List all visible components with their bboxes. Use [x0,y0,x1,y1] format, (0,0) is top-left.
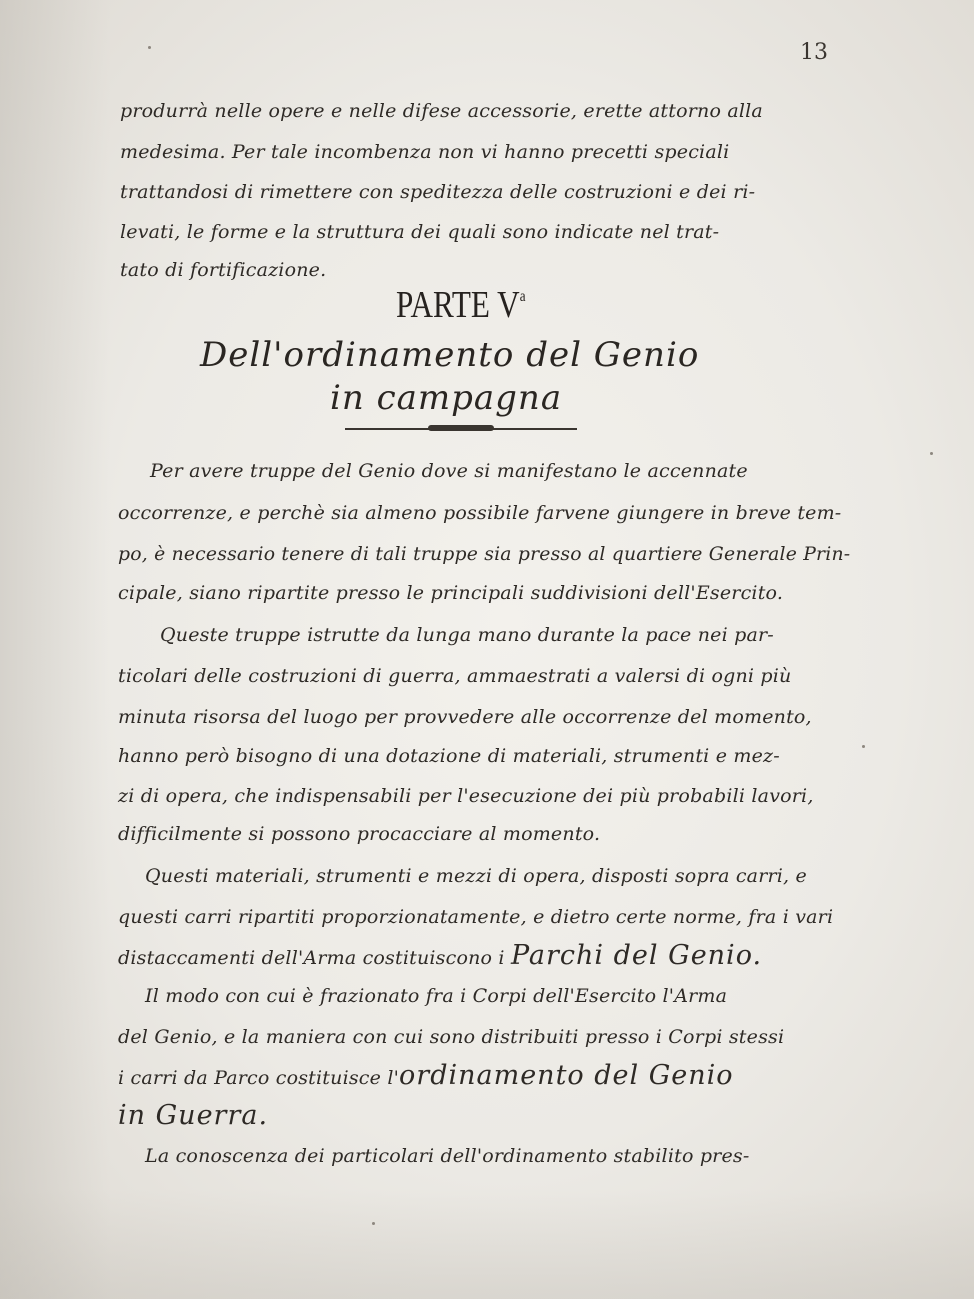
text-line: produrrà nelle opere e nelle difese accessorie, erette attorno alla [120,100,763,122]
text-line: medesima. Per tale incombenza non vi hanno precetti speciali [120,141,730,163]
text-line: del Genio, e la maniera con cui sono distribuiti presso i Corpi stessi [118,1026,785,1048]
emphasis-in-guerra: in Guerra. [118,1100,269,1131]
paper-speck [372,1222,375,1225]
section-title-line2: in campagna [330,378,563,418]
text-line: hanno però bisogno di una dotazione di materiali, strumenti e mez- [118,745,780,767]
text-line: ticolari delle costruzioni di guerra, ammaestrati a valersi di ogni più [118,665,792,687]
paper-speck [148,46,151,49]
page-shadow-bottom [0,1189,974,1299]
text-line: minuta risorsa del luogo per provvedere alle occorrenze del momento, [118,706,812,728]
text-line: Questi materiali, strumenti e mezzi di opera, disposti sopra carri, e [145,865,807,887]
page-shadow-left [0,0,110,1299]
emphasis-ordinamento: ordinamento del Genio [399,1060,734,1091]
text-line: occorrenze, e perchè sia almeno possibile farvene giungere in breve tem- [118,502,842,524]
text-line: Il modo con cui è frazionato fra i Corpi dell'Esercito l'Arma [145,985,728,1007]
text-line: Queste truppe istrutte da lunga mano durante la pace nei par- [160,624,774,646]
part-heading-text: PARTE V [396,284,520,326]
text-line: cipale, siano ripartite presso le principali suddivisioni dell'Esercito. [118,582,784,604]
text-line: trattandosi di rimettere con speditezza delle costruzioni e dei ri- [120,181,756,203]
part-heading [396,283,526,327]
text-line: levati, le forme e la struttura dei quali sono indicate nel trat- [120,221,720,243]
emphasis-parchi-del-genio: Parchi del Genio. [510,940,763,971]
text-line: difficilmente si possono procacciare al momento. [118,823,601,845]
title-divider-ornament [428,425,494,431]
text-fragment: i carri da Parco costituisce l' [118,1067,400,1089]
paper-speck [930,452,933,455]
part-heading-superscript: a [519,288,526,305]
text-line-with-emphasis [118,1060,734,1091]
text-line-with-emphasis [118,940,762,971]
text-line: tato di fortificazione. [120,259,327,281]
text-line: Per avere truppe del Genio dove si manifestano le accennate [150,460,748,482]
text-line: questi carri ripartiti proporzionatamente, e dietro certe norme, fra i vari [118,906,834,928]
text-fragment: distaccamenti dell'Arma costituiscono i [118,947,505,969]
text-line: La conoscenza dei particolari dell'ordinamento stabilito pres- [145,1145,750,1167]
page-number: 13 [800,40,828,65]
text-line: po, è necessario tenere di tali truppe sia presso al quartiere Generale Prin- [118,543,851,565]
section-title-line1: Dell'ordinamento del Genio [200,335,700,375]
paper-speck [862,745,865,748]
text-line: zi di opera, che indispensabili per l'esecuzione dei più probabili lavori, [118,785,814,807]
